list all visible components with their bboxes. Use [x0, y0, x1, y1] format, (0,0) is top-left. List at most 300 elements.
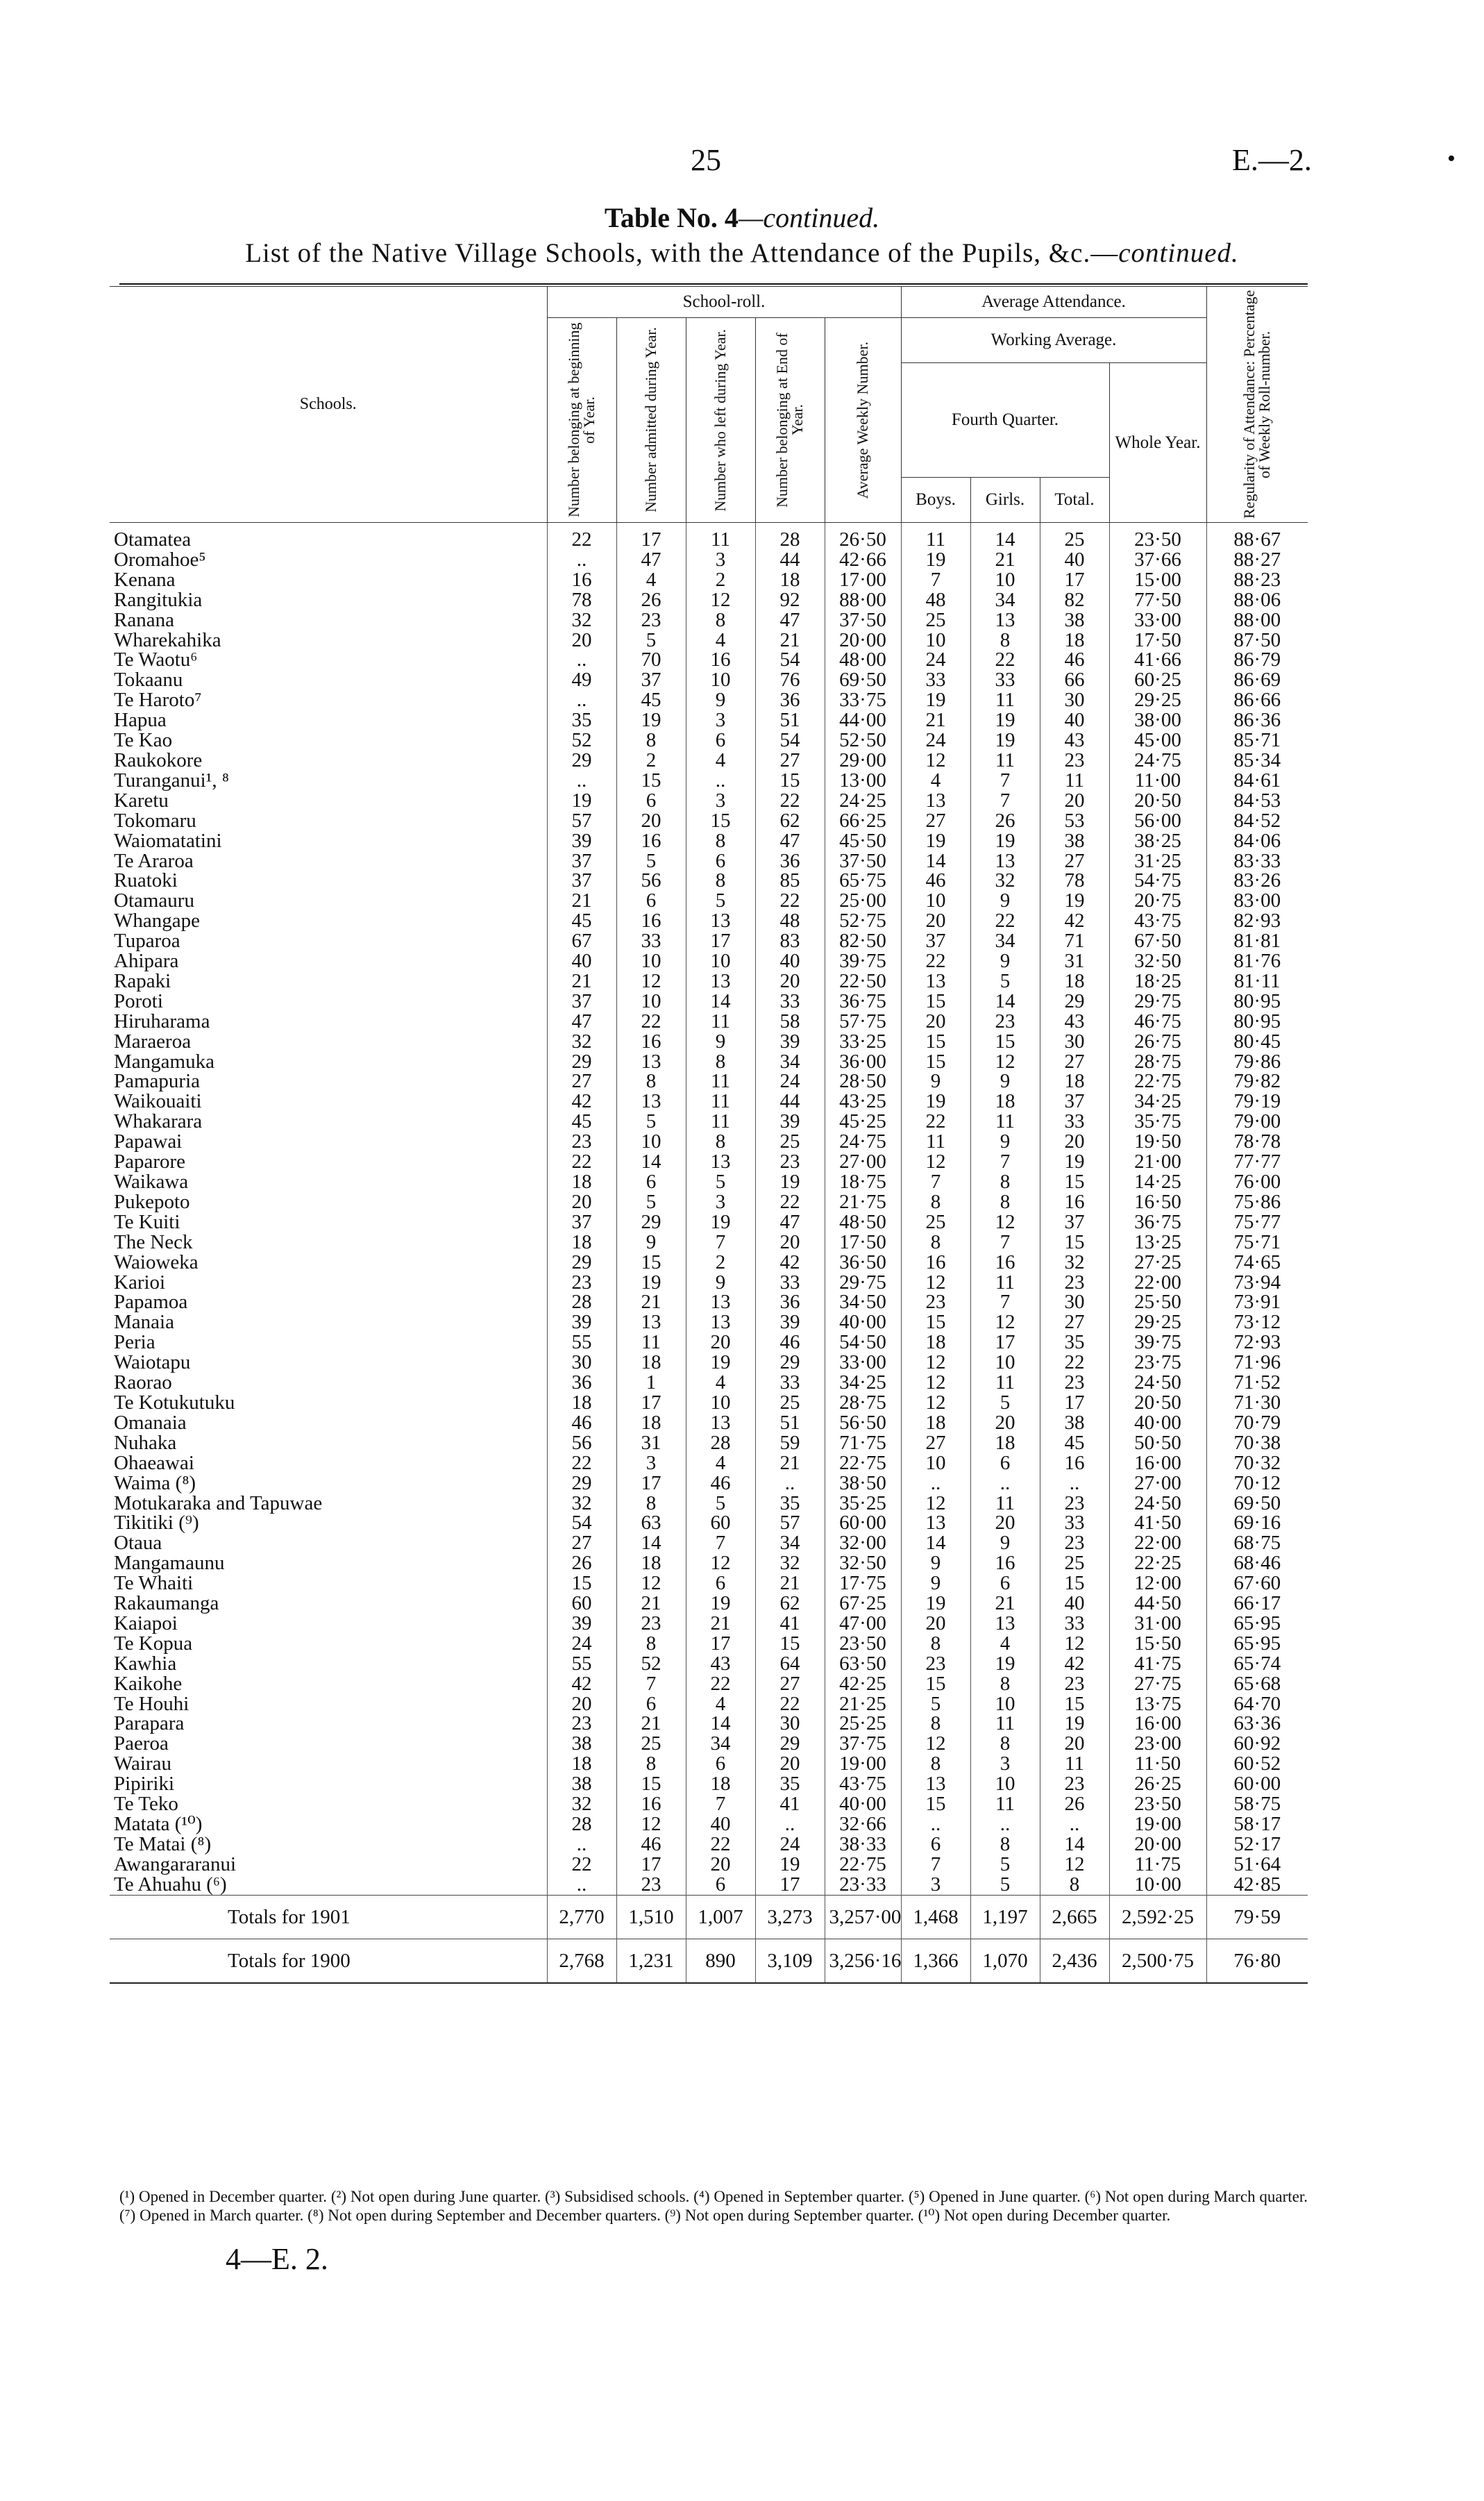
- totals-row: [110, 1939, 1308, 1983]
- value-cell: 19: [901, 1594, 970, 1614]
- table-row: [110, 1192, 1308, 1212]
- value-cell: 10: [686, 951, 755, 971]
- value-cell: 3: [616, 1453, 686, 1473]
- school-name-cell: Wairau: [114, 1753, 172, 1775]
- table-row: [110, 670, 1308, 690]
- table-row: [110, 1774, 1308, 1794]
- value-cell: 17: [1040, 570, 1109, 590]
- value-cell: 60·00: [825, 1513, 901, 1533]
- value-cell: 17: [970, 1332, 1040, 1353]
- value-cell: 32: [547, 1032, 616, 1052]
- table-row: [110, 1533, 1308, 1553]
- school-name-cell: Te Whaiti: [114, 1572, 194, 1595]
- value-cell: 19: [1040, 1152, 1109, 1172]
- school-name-cell: Te Kopua: [114, 1632, 193, 1655]
- value-cell: 52·75: [825, 911, 901, 931]
- table-row: [110, 811, 1308, 831]
- school-name-cell: Mangamaunu: [114, 1552, 225, 1575]
- value-cell: 53: [1040, 811, 1109, 831]
- value-cell: 32·50: [825, 1553, 901, 1573]
- value-cell: 9: [686, 690, 755, 710]
- school-name-cell: Pipiriki: [114, 1773, 175, 1796]
- school-name-cell: Te Matai (⁸): [114, 1832, 212, 1855]
- value-cell: 8: [970, 1172, 1040, 1192]
- value-cell: 38: [1040, 1413, 1109, 1433]
- value-cell: 41·50: [1109, 1513, 1206, 1533]
- value-cell: 4: [686, 1694, 755, 1714]
- value-cell: ..: [970, 1814, 1040, 1834]
- value-cell: 25·00: [825, 891, 901, 911]
- value-cell: 67·50: [1109, 931, 1206, 951]
- value-cell: 46: [1040, 650, 1109, 670]
- value-cell: 18: [547, 1393, 616, 1413]
- value-cell: 36·50: [825, 1253, 901, 1273]
- value-cell: 20·50: [1109, 1393, 1206, 1413]
- value-cell: 40: [755, 951, 825, 971]
- table-row: [110, 1172, 1308, 1192]
- value-cell: 19: [970, 730, 1040, 751]
- value-cell: 16: [901, 1253, 970, 1273]
- school-name-cell: Whangape: [114, 910, 200, 932]
- value-cell: 21·75: [825, 1192, 901, 1212]
- value-cell: 3,273: [755, 1895, 825, 1939]
- value-cell: 37: [901, 931, 970, 951]
- header-col-weekly-text: Average Weekly Number.: [854, 341, 871, 499]
- school-name-cell: Ahipara: [114, 950, 179, 973]
- value-cell: 49: [547, 670, 616, 690]
- value-cell: 18: [616, 1413, 686, 1433]
- school-name-cell: Karioi: [114, 1271, 166, 1294]
- value-cell: 80·95: [1206, 992, 1308, 1012]
- value-cell: 16: [686, 650, 755, 670]
- value-cell: ..: [686, 771, 755, 791]
- value-cell: 32: [547, 1794, 616, 1814]
- value-cell: 57: [547, 811, 616, 831]
- value-cell: 42: [755, 1253, 825, 1273]
- value-cell: 18: [970, 1091, 1040, 1112]
- value-cell: 20: [755, 1232, 825, 1253]
- table-row: [110, 951, 1308, 971]
- value-cell: 7: [901, 570, 970, 590]
- value-cell: 55: [547, 1654, 616, 1674]
- value-cell: 19: [616, 710, 686, 730]
- value-cell: 13·25: [1109, 1232, 1206, 1253]
- value-cell: 44·50: [1109, 1594, 1206, 1614]
- table-row: [110, 1052, 1308, 1072]
- value-cell: 37: [547, 992, 616, 1012]
- value-cell: 36·00: [825, 1052, 901, 1072]
- header-col-begin: [547, 318, 616, 523]
- value-cell: 45: [616, 690, 686, 710]
- value-cell: 8: [1040, 1875, 1109, 1895]
- value-cell: 3: [686, 710, 755, 730]
- value-cell: 23·50: [1109, 1794, 1206, 1814]
- value-cell: 40·00: [825, 1794, 901, 1814]
- value-cell: 32: [970, 871, 1040, 891]
- value-cell: 69·50: [825, 670, 901, 690]
- value-cell: 45·00: [1109, 730, 1206, 751]
- value-cell: 48·00: [825, 650, 901, 670]
- value-cell: 4: [901, 771, 970, 791]
- value-cell: 16: [1040, 1192, 1109, 1212]
- table-row: [110, 1674, 1308, 1694]
- value-cell: 20: [547, 1694, 616, 1714]
- school-name-cell: Nuhaka: [114, 1431, 177, 1454]
- value-cell: 11: [686, 1112, 755, 1132]
- value-cell: 2: [616, 751, 686, 771]
- value-cell: 47: [755, 831, 825, 851]
- value-cell: 37·66: [1109, 550, 1206, 570]
- value-cell: 1,007: [686, 1895, 755, 1939]
- value-cell: 23·75: [1109, 1353, 1206, 1373]
- value-cell: 21: [755, 630, 825, 651]
- table-row: [110, 1292, 1308, 1312]
- value-cell: 37·50: [825, 610, 901, 630]
- value-cell: 22: [970, 911, 1040, 931]
- value-cell: 28: [547, 1814, 616, 1834]
- table-row: [110, 1413, 1308, 1433]
- value-cell: 88·06: [1206, 590, 1308, 610]
- value-cell: 32: [547, 610, 616, 630]
- value-cell: 15: [616, 1253, 686, 1273]
- value-cell: 10: [970, 1694, 1040, 1714]
- value-cell: 31·25: [1109, 851, 1206, 871]
- header-col-end-text: Number belonging at End of Year.: [773, 333, 806, 508]
- value-cell: 14: [970, 992, 1040, 1012]
- value-cell: 8: [616, 1634, 686, 1654]
- value-cell: 11: [1040, 771, 1109, 791]
- value-cell: 22: [686, 1674, 755, 1694]
- value-cell: 31: [1040, 951, 1109, 971]
- value-cell: 10: [970, 1774, 1040, 1794]
- value-cell: 22: [547, 523, 616, 550]
- school-name-cell: Te Houhi: [114, 1692, 189, 1715]
- value-cell: 40: [547, 951, 616, 971]
- value-cell: 26: [547, 1553, 616, 1573]
- value-cell: 85: [755, 871, 825, 891]
- value-cell: 2: [686, 570, 755, 590]
- table-row: [110, 523, 1308, 550]
- value-cell: 10: [686, 1393, 755, 1413]
- value-cell: 76·80: [1206, 1939, 1308, 1983]
- value-cell: 37: [616, 670, 686, 690]
- value-cell: 44: [755, 550, 825, 570]
- value-cell: 14: [901, 1533, 970, 1553]
- value-cell: 24: [755, 1071, 825, 1091]
- value-cell: 5: [970, 1875, 1040, 1895]
- value-cell: ..: [755, 1814, 825, 1834]
- value-cell: 12: [901, 1273, 970, 1293]
- value-cell: 35: [547, 710, 616, 730]
- table-row: [110, 1834, 1308, 1855]
- value-cell: 40·00: [1109, 1413, 1206, 1433]
- value-cell: 18: [1040, 630, 1109, 651]
- value-cell: 35: [1040, 1332, 1109, 1353]
- value-cell: 40: [1040, 1594, 1109, 1614]
- value-cell: 17: [686, 931, 755, 951]
- value-cell: 23: [616, 610, 686, 630]
- value-cell: 62: [755, 811, 825, 831]
- value-cell: 29: [755, 1734, 825, 1754]
- value-cell: 3: [686, 550, 755, 570]
- value-cell: 1,366: [901, 1939, 970, 1983]
- value-cell: 20: [547, 630, 616, 651]
- table-row: [110, 1212, 1308, 1232]
- totals-row: [110, 1895, 1308, 1939]
- school-name-cell: Kaikohe: [114, 1672, 183, 1695]
- value-cell: 20: [547, 1192, 616, 1212]
- value-cell: 27·25: [1109, 1253, 1206, 1273]
- value-cell: 29·75: [825, 1273, 901, 1293]
- table-row: [110, 1232, 1308, 1253]
- value-cell: 8: [901, 1754, 970, 1774]
- value-cell: 21: [755, 1573, 825, 1594]
- value-cell: 25: [901, 610, 970, 630]
- value-cell: 11: [686, 1091, 755, 1112]
- value-cell: 14: [901, 851, 970, 871]
- value-cell: 23: [1040, 1373, 1109, 1393]
- value-cell: 83·33: [1206, 851, 1308, 871]
- value-cell: 9: [616, 1232, 686, 1253]
- table-row: [110, 570, 1308, 590]
- value-cell: 35: [755, 1494, 825, 1514]
- value-cell: 45: [547, 1112, 616, 1132]
- table-row: [110, 831, 1308, 851]
- value-cell: 8: [901, 1232, 970, 1253]
- value-cell: 88·27: [1206, 550, 1308, 570]
- value-cell: 16: [970, 1253, 1040, 1273]
- value-cell: 20: [901, 911, 970, 931]
- value-cell: 12: [901, 1373, 970, 1393]
- table-row: [110, 690, 1308, 710]
- value-cell: 43: [1040, 1012, 1109, 1032]
- value-cell: 47: [616, 550, 686, 570]
- value-cell: 39·75: [1109, 1332, 1206, 1353]
- value-cell: 19: [970, 710, 1040, 730]
- table-row: [110, 590, 1308, 610]
- value-cell: 8: [901, 1714, 970, 1734]
- value-cell: 57·75: [825, 1012, 901, 1032]
- value-cell: 14: [686, 992, 755, 1012]
- value-cell: 8: [901, 1634, 970, 1654]
- value-cell: 27: [547, 1071, 616, 1091]
- value-cell: 17·75: [825, 1573, 901, 1594]
- value-cell: 2: [686, 1253, 755, 1273]
- value-cell: 38·00: [1109, 710, 1206, 730]
- value-cell: 23·00: [1109, 1734, 1206, 1754]
- value-cell: 17·50: [1109, 630, 1206, 651]
- value-cell: 42·66: [825, 550, 901, 570]
- value-cell: 33: [616, 931, 686, 951]
- value-cell: 19: [686, 1212, 755, 1232]
- value-cell: 45·50: [825, 831, 901, 851]
- value-cell: 77·77: [1206, 1152, 1308, 1172]
- value-cell: 22: [901, 1112, 970, 1132]
- value-cell: 19: [1040, 1714, 1109, 1734]
- table-row: [110, 1734, 1308, 1754]
- value-cell: 18: [901, 1332, 970, 1353]
- value-cell: 12: [901, 751, 970, 771]
- value-cell: 13: [970, 851, 1040, 871]
- school-name-cell: Ranana: [114, 608, 174, 631]
- value-cell: 5: [686, 891, 755, 911]
- school-name-cell: Otamauru: [114, 889, 194, 912]
- value-cell: 9: [901, 1071, 970, 1091]
- value-cell: 19: [686, 1353, 755, 1373]
- value-cell: 11: [970, 1112, 1040, 1132]
- value-cell: 60: [686, 1513, 755, 1533]
- value-cell: 79·00: [1206, 1112, 1308, 1132]
- value-cell: 52·50: [825, 730, 901, 751]
- value-cell: 24: [547, 1634, 616, 1654]
- school-name-cell: Te Araroa: [114, 849, 194, 872]
- value-cell: 29: [547, 1473, 616, 1494]
- table-row: [110, 1494, 1308, 1514]
- value-cell: 33: [1040, 1513, 1109, 1533]
- value-cell: 39: [547, 1614, 616, 1634]
- value-cell: 6: [616, 891, 686, 911]
- value-cell: 20: [970, 1413, 1040, 1433]
- school-name-cell: Te Kuiti: [114, 1210, 180, 1233]
- value-cell: 27: [1040, 1052, 1109, 1072]
- value-cell: 63·50: [825, 1654, 901, 1674]
- value-cell: 79·86: [1206, 1052, 1308, 1072]
- value-cell: 10: [616, 1132, 686, 1152]
- value-cell: 46·75: [1109, 1012, 1206, 1032]
- value-cell: 2,436: [1040, 1939, 1109, 1983]
- value-cell: 11: [970, 690, 1040, 710]
- value-cell: 67·60: [1206, 1573, 1308, 1594]
- value-cell: 33: [1040, 1112, 1109, 1132]
- value-cell: 33: [901, 670, 970, 690]
- value-cell: 21: [970, 550, 1040, 570]
- value-cell: 5: [686, 1494, 755, 1514]
- value-cell: 36: [755, 851, 825, 871]
- value-cell: ..: [1040, 1814, 1109, 1834]
- value-cell: 12: [616, 1814, 686, 1834]
- school-name-cell: Kawhia: [114, 1652, 177, 1675]
- value-cell: 75·77: [1206, 1212, 1308, 1232]
- value-cell: 20·00: [825, 630, 901, 651]
- school-name-cell: Waikawa: [114, 1171, 189, 1193]
- value-cell: 7: [686, 1794, 755, 1814]
- value-cell: 64: [755, 1654, 825, 1674]
- school-name-cell: Kaiapoi: [114, 1612, 178, 1634]
- value-cell: 11: [901, 523, 970, 550]
- value-cell: 12: [616, 1573, 686, 1594]
- value-cell: 23: [901, 1292, 970, 1312]
- value-cell: 84·52: [1206, 811, 1308, 831]
- value-cell: 18: [901, 1413, 970, 1433]
- value-cell: 19: [547, 791, 616, 811]
- school-name-cell: Te Kao: [114, 729, 173, 752]
- attendance-table: [110, 286, 1308, 1984]
- table-row: [110, 1473, 1308, 1494]
- value-cell: 5: [970, 971, 1040, 992]
- value-cell: 23·50: [825, 1634, 901, 1654]
- value-cell: 20: [686, 1332, 755, 1353]
- value-cell: 22·00: [1109, 1533, 1206, 1553]
- value-cell: 35·75: [1109, 1112, 1206, 1132]
- header-fourth-quarter: Fourth Quarter.: [901, 363, 1109, 478]
- header-col-weekly: [825, 318, 901, 523]
- value-cell: 60·92: [1206, 1734, 1308, 1754]
- value-cell: 27: [1040, 1312, 1109, 1332]
- value-cell: 4: [686, 1373, 755, 1393]
- school-name-cell: Waiotapu: [114, 1351, 191, 1374]
- value-cell: 23: [755, 1152, 825, 1172]
- value-cell: 1,197: [970, 1895, 1040, 1939]
- value-cell: 29: [547, 1052, 616, 1072]
- value-cell: 37: [547, 871, 616, 891]
- value-cell: 33·00: [1109, 610, 1206, 630]
- value-cell: 11: [616, 1332, 686, 1353]
- table-row: [110, 1091, 1308, 1112]
- value-cell: 33: [755, 1273, 825, 1293]
- value-cell: 7: [970, 1292, 1040, 1312]
- value-cell: 6: [901, 1834, 970, 1855]
- value-cell: 22: [970, 650, 1040, 670]
- table-row: [110, 751, 1308, 771]
- value-cell: 21·25: [825, 1694, 901, 1714]
- table-row: [110, 1594, 1308, 1614]
- value-cell: 82·93: [1206, 911, 1308, 931]
- value-cell: 34: [755, 1052, 825, 1072]
- value-cell: 8: [686, 1132, 755, 1152]
- value-cell: 68·75: [1206, 1533, 1308, 1553]
- value-cell: 3,256·16: [825, 1939, 901, 1983]
- table-subtitle: [0, 237, 1484, 269]
- value-cell: 11: [970, 1714, 1040, 1734]
- value-cell: 21: [970, 1594, 1040, 1614]
- value-cell: 60·00: [1206, 1774, 1308, 1794]
- value-cell: 27: [901, 1433, 970, 1453]
- value-cell: 54·50: [825, 1332, 901, 1353]
- value-cell: 41·66: [1109, 650, 1206, 670]
- value-cell: 15·50: [1109, 1634, 1206, 1654]
- value-cell: 23: [1040, 1533, 1109, 1553]
- school-name-cell: The Neck: [114, 1230, 193, 1253]
- value-cell: 34: [686, 1734, 755, 1754]
- value-cell: 12: [1040, 1855, 1109, 1875]
- value-cell: 2,592·25: [1109, 1895, 1206, 1939]
- school-name-cell: Oromahoe⁵: [114, 548, 206, 571]
- table-row: [110, 1814, 1308, 1834]
- value-cell: 28: [547, 1292, 616, 1312]
- value-cell: 41: [755, 1794, 825, 1814]
- value-cell: 79·82: [1206, 1071, 1308, 1091]
- value-cell: 34·25: [1109, 1091, 1206, 1112]
- value-cell: 20·50: [1109, 791, 1206, 811]
- value-cell: 5: [616, 851, 686, 871]
- value-cell: 20: [1040, 1734, 1109, 1754]
- school-name-cell: Motukaraka and Tapuwae: [114, 1491, 323, 1514]
- school-name-cell: Papamoa: [114, 1291, 188, 1314]
- value-cell: 11·00: [1109, 771, 1206, 791]
- value-cell: ..: [1040, 1473, 1109, 1494]
- value-cell: 5: [616, 1112, 686, 1132]
- table-row: [110, 1634, 1308, 1654]
- value-cell: 34·50: [825, 1292, 901, 1312]
- value-cell: 5: [616, 1192, 686, 1212]
- value-cell: 58·75: [1206, 1794, 1308, 1814]
- value-cell: 84·06: [1206, 831, 1308, 851]
- value-cell: 66·17: [1206, 1594, 1308, 1614]
- school-name-cell: Poroti: [114, 989, 163, 1012]
- value-cell: 16: [616, 1032, 686, 1052]
- school-name-cell: Hapua: [114, 709, 167, 732]
- value-cell: 55: [547, 1332, 616, 1353]
